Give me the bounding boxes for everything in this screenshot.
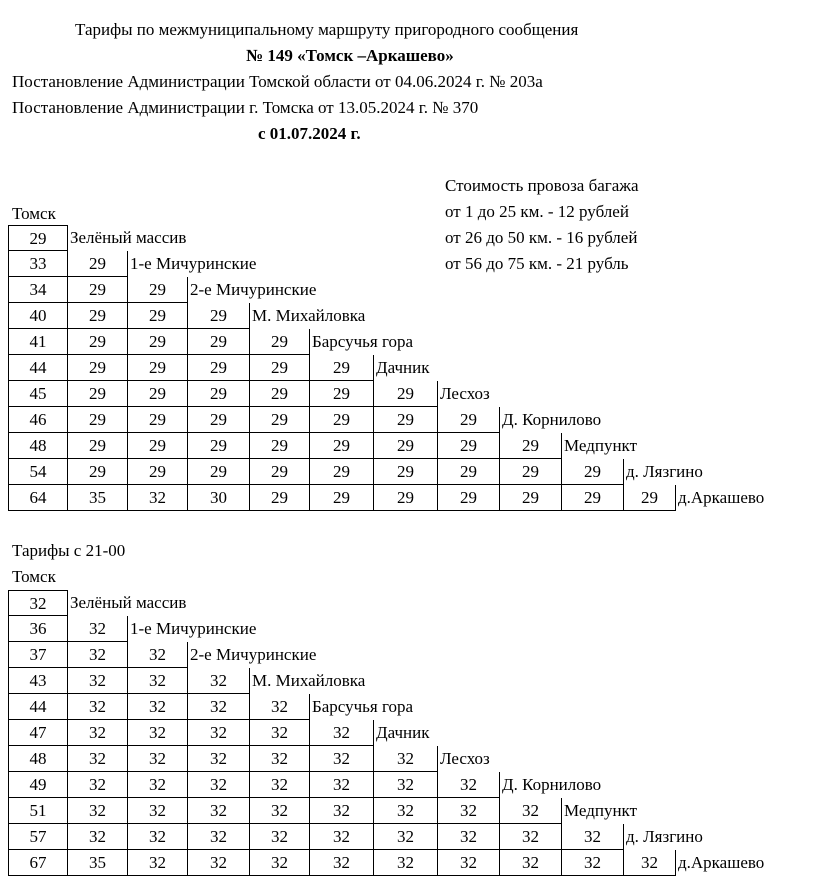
fare-cell: 29 <box>8 225 68 251</box>
fare-cell: 32 <box>310 746 374 772</box>
fare-cell: 29 <box>128 381 188 407</box>
fare-cell: 40 <box>8 303 68 329</box>
fare-cell: 29 <box>374 433 438 459</box>
fare-cell: 29 <box>250 329 310 355</box>
fare-cell: 41 <box>8 329 68 355</box>
fare-cell: 32 <box>188 720 250 746</box>
stop-name: Лесхоз <box>440 384 490 403</box>
fare-cell: 32 <box>438 772 500 798</box>
fare-cell: 32 <box>250 720 310 746</box>
fare-cell: 43 <box>8 668 68 694</box>
baggage-rate: от 26 до 50 км. - 16 рублей <box>445 228 638 247</box>
fare-cell: 57 <box>8 824 68 850</box>
fare-cell: 32 <box>128 485 188 511</box>
fare-cell: 32 <box>438 850 500 876</box>
fare-cell: 32 <box>188 694 250 720</box>
fare-cell: 32 <box>128 850 188 876</box>
fare-cell: 29 <box>188 303 250 329</box>
fare-cell: 32 <box>68 798 128 824</box>
fare-cell: 32 <box>500 824 562 850</box>
fare-cell: 29 <box>128 407 188 433</box>
fare-cell: 29 <box>68 251 128 277</box>
fare-cell: 29 <box>250 485 310 511</box>
fare-cell: 32 <box>374 746 438 772</box>
fare-cell: 32 <box>562 850 624 876</box>
fare-cell: 29 <box>68 329 128 355</box>
fare-cell: 32 <box>188 668 250 694</box>
baggage-rate: от 56 до 75 км. - 21 рубль <box>445 254 629 273</box>
stop-name: Барсучья гора <box>312 697 414 716</box>
fare-cell: 32 <box>188 824 250 850</box>
fare-cell: 32 <box>562 824 624 850</box>
fare-cell: 32 <box>68 746 128 772</box>
fare-cell: 32 <box>438 798 500 824</box>
fare-cell: 29 <box>128 355 188 381</box>
fare-cell: 29 <box>188 407 250 433</box>
fare-cell: 64 <box>8 485 68 511</box>
fare-cell: 29 <box>438 407 500 433</box>
fare-cell: 32 <box>374 824 438 850</box>
fare-cell: 29 <box>624 485 676 511</box>
fare-cell: 32 <box>128 746 188 772</box>
fare-cell: 32 <box>128 824 188 850</box>
stop-name: 1-е Мичуринские <box>130 619 257 638</box>
fare-cell: 32 <box>310 720 374 746</box>
night-origin-label: Томск <box>12 567 56 586</box>
document-title: Тарифы по межмуниципальному маршруту пригородного сообщения <box>75 20 579 39</box>
fare-cell: 32 <box>374 772 438 798</box>
fare-cell: 32 <box>250 694 310 720</box>
fare-cell: 29 <box>310 407 374 433</box>
fare-cell: 44 <box>8 694 68 720</box>
fare-cell: 32 <box>188 772 250 798</box>
fare-cell: 37 <box>8 642 68 668</box>
fare-cell: 29 <box>188 459 250 485</box>
fare-cell: 29 <box>562 485 624 511</box>
fare-cell: 29 <box>250 381 310 407</box>
fare-cell: 29 <box>500 433 562 459</box>
fare-cell: 32 <box>250 850 310 876</box>
fare-cell: 54 <box>8 459 68 485</box>
fare-cell: 32 <box>188 850 250 876</box>
stop-name: д.Аркашево <box>678 488 765 507</box>
stop-name: Медпункт <box>564 801 638 820</box>
fare-cell: 49 <box>8 772 68 798</box>
fare-cell: 32 <box>68 720 128 746</box>
fare-cell: 32 <box>374 798 438 824</box>
fare-cell: 29 <box>128 459 188 485</box>
fare-cell: 48 <box>8 746 68 772</box>
stop-name: д. Лязгино <box>626 827 703 846</box>
fare-cell: 29 <box>128 303 188 329</box>
fare-cell: 44 <box>8 355 68 381</box>
fare-cell: 30 <box>188 485 250 511</box>
fare-cell: 29 <box>68 303 128 329</box>
stop-name: д. Лязгино <box>626 462 703 481</box>
fare-cell: 29 <box>310 381 374 407</box>
route-title: № 149 «Томск –Аркашево» <box>246 46 454 65</box>
fare-cell: 47 <box>8 720 68 746</box>
fare-cell: 29 <box>68 459 128 485</box>
fare-cell: 32 <box>250 746 310 772</box>
fare-cell: 32 <box>68 616 128 642</box>
fare-cell: 29 <box>310 459 374 485</box>
night-tariff-heading: Тарифы с 21-00 <box>12 541 126 560</box>
stop-name: Дачник <box>376 358 430 377</box>
stop-name: Дачник <box>376 723 430 742</box>
fare-cell: 32 <box>128 642 188 668</box>
stop-name: Д. Корнилово <box>502 410 602 429</box>
fare-cell: 29 <box>250 355 310 381</box>
stop-name: Барсучья гора <box>312 332 414 351</box>
fare-cell: 32 <box>310 824 374 850</box>
fare-cell: 33 <box>8 251 68 277</box>
fare-cell: 32 <box>438 824 500 850</box>
stop-name: Д. Корнилово <box>502 775 602 794</box>
fare-cell: 29 <box>374 459 438 485</box>
fare-cell: 32 <box>128 772 188 798</box>
fare-cell: 29 <box>374 407 438 433</box>
fare-cell: 29 <box>562 459 624 485</box>
stop-name: Зелёный массив <box>70 593 187 612</box>
fare-cell: 29 <box>68 381 128 407</box>
fare-cell: 29 <box>500 485 562 511</box>
fare-cell: 35 <box>68 850 128 876</box>
fare-cell: 29 <box>438 485 500 511</box>
fare-cell: 29 <box>310 355 374 381</box>
fare-cell: 35 <box>68 485 128 511</box>
fare-cell: 32 <box>68 668 128 694</box>
stop-name: д.Аркашево <box>678 853 765 872</box>
fare-cell: 32 <box>250 824 310 850</box>
fare-cell: 67 <box>8 850 68 876</box>
fare-cell: 32 <box>310 850 374 876</box>
fare-cell: 29 <box>250 433 310 459</box>
fare-cell: 29 <box>188 355 250 381</box>
fare-cell: 32 <box>624 850 676 876</box>
fare-cell: 46 <box>8 407 68 433</box>
fare-cell: 29 <box>188 381 250 407</box>
fare-cell: 29 <box>374 381 438 407</box>
stop-name: Лесхоз <box>440 749 490 768</box>
fare-cell: 51 <box>8 798 68 824</box>
fare-cell: 29 <box>188 433 250 459</box>
fare-cell: 32 <box>310 772 374 798</box>
fare-cell: 32 <box>68 694 128 720</box>
fare-cell: 32 <box>128 694 188 720</box>
fare-cell: 32 <box>8 590 68 616</box>
stop-name: М. Михайловка <box>252 306 366 325</box>
fare-cell: 32 <box>128 798 188 824</box>
fare-cell: 29 <box>128 329 188 355</box>
fare-cell: 29 <box>68 277 128 303</box>
stop-name: Зелёный массив <box>70 228 187 247</box>
fare-cell: 36 <box>8 616 68 642</box>
fare-cell: 29 <box>68 433 128 459</box>
effective-date: с 01.07.2024 г. <box>258 124 361 143</box>
stop-name: Медпункт <box>564 436 638 455</box>
fare-cell: 32 <box>188 746 250 772</box>
fare-cell: 32 <box>500 850 562 876</box>
fare-cell: 29 <box>250 459 310 485</box>
fare-cell: 32 <box>500 798 562 824</box>
fare-cell: 32 <box>128 668 188 694</box>
fare-cell: 29 <box>188 329 250 355</box>
baggage-rate: от 1 до 25 км. - 12 рублей <box>445 202 629 221</box>
city-decree: Постановление Администрации г. Томска от 13.05.2024 г. № 370 <box>12 98 479 117</box>
fare-cell: 48 <box>8 433 68 459</box>
fare-cell: 29 <box>438 433 500 459</box>
fare-cell: 32 <box>250 772 310 798</box>
fare-cell: 45 <box>8 381 68 407</box>
fare-cell: 32 <box>128 720 188 746</box>
fare-cell: 32 <box>188 798 250 824</box>
baggage-title: Стоимость провоза багажа <box>445 176 639 195</box>
fare-cell: 32 <box>68 772 128 798</box>
fare-cell: 29 <box>374 485 438 511</box>
regional-decree: Постановление Администрации Томской области от 04.06.2024 г. № 203а <box>12 72 543 91</box>
stop-name: М. Михайловка <box>252 671 366 690</box>
fare-cell: 29 <box>310 433 374 459</box>
fare-cell: 29 <box>438 459 500 485</box>
fare-cell: 32 <box>374 850 438 876</box>
fare-cell: 32 <box>68 642 128 668</box>
fare-cell: 29 <box>128 433 188 459</box>
fare-cell: 32 <box>250 798 310 824</box>
fare-cell: 34 <box>8 277 68 303</box>
fare-cell: 29 <box>68 355 128 381</box>
fare-cell: 29 <box>310 485 374 511</box>
day-origin-label: Томск <box>12 204 56 223</box>
stop-name: 2-е Мичуринские <box>190 280 317 299</box>
fare-cell: 29 <box>250 407 310 433</box>
fare-cell: 32 <box>310 798 374 824</box>
fare-cell: 29 <box>68 407 128 433</box>
stop-name: 1-е Мичуринские <box>130 254 257 273</box>
stop-name: 2-е Мичуринские <box>190 645 317 664</box>
fare-cell: 29 <box>128 277 188 303</box>
fare-cell: 29 <box>500 459 562 485</box>
fare-cell: 32 <box>68 824 128 850</box>
